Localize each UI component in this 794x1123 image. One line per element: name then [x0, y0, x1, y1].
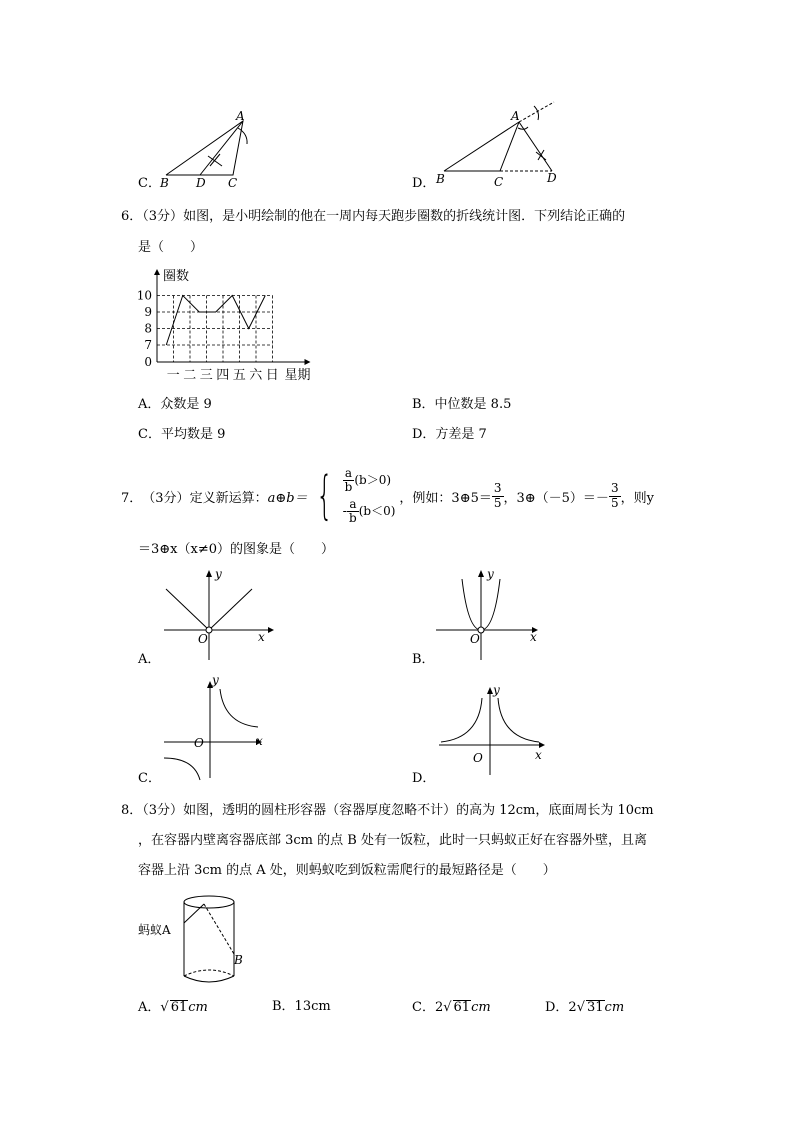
q7-stem-line2: ＝3⊕x（x≠0）的图象是（ ） [138, 542, 334, 557]
y-axis-arrow [154, 269, 160, 275]
y-tick-label: 9 [144, 305, 152, 319]
q8-option-a: A．√ 61cm [138, 1000, 208, 1015]
y-tick-label: 8 [144, 321, 152, 336]
q7c-x-label: x [256, 734, 263, 748]
q5c-point-d: D [196, 176, 206, 190]
q7b-origin: O [470, 632, 480, 646]
q7-option-b: B． [412, 652, 435, 667]
q7a-y-label: y [215, 567, 222, 581]
q7-graph-d [435, 680, 555, 780]
q7-stem: 7． （3分） 定义新运算： a⊕b＝ { $\frac{a}{b}$ (b＞0) - $\frac{a}{b}$ (b＜0) ，例如：3⊕5＝ $\frac{3}{5}$ ，3⊕（－5）＝－ $\frac{3}{5}$ ，则y [121, 465, 654, 526]
q7-option-a: A． [138, 652, 161, 667]
x-tick-label: 五 [232, 368, 246, 383]
y-tick-label: 0 [144, 355, 152, 369]
q7b-x-label: x [530, 630, 537, 644]
y-tick-label: 7 [144, 338, 152, 352]
q8-option-b: B．13cm [272, 999, 331, 1014]
y-axis-title: 圈数 [163, 269, 190, 284]
q7b-y-label: y [487, 567, 494, 581]
q8-stem-line2: ，在容器内壁离容器底部 3cm 的点 B 处有一饭粒，此时一只蚂蚁正好在容器外壁，且离 [138, 833, 647, 848]
q5-option-c-figure [150, 108, 260, 188]
x-axis-title: 星期 [284, 368, 311, 383]
q6-stem-line2: 是（ ） [138, 240, 204, 255]
q7a-origin: O [198, 632, 208, 646]
q6-option-b: B．中位数是 8.5 [412, 397, 512, 412]
q8-stem-line3: 容器上沿 3cm 的点 A 处，则蚂蚁吃到饭粒需爬行的最短路径是（ ） [138, 863, 556, 878]
y-tick-label: 10 [136, 288, 152, 303]
q5-option-d-letter: D． [412, 176, 436, 191]
series-line [166, 296, 265, 346]
q5d-point-a: A [511, 109, 520, 123]
q5d-point-d: D [547, 171, 557, 185]
q7d-origin: O [473, 751, 483, 765]
q8-ant-label: 蚂蚁A [138, 923, 171, 937]
q5c-point-b: B [160, 176, 169, 190]
x-tick-label: 二 [183, 368, 197, 383]
q5d-point-c: C [494, 175, 504, 189]
q5-option-c-letter: C． [138, 176, 161, 191]
q7a-x-label: x [258, 630, 265, 644]
q7d-x-label: x [535, 748, 542, 762]
x-tick-label: 日 [265, 368, 279, 383]
q7c-origin: O [194, 736, 204, 750]
q8-option-d: D．2√ 31cm [545, 1000, 625, 1015]
x-tick-label: 四 [216, 368, 230, 383]
q7-option-d: D． [412, 771, 436, 786]
x-tick-label: 三 [199, 368, 213, 383]
x-axis-arrow [305, 359, 311, 365]
q7d-y-label: y [493, 683, 500, 697]
x-tick-label: 一 [166, 368, 180, 383]
x-tick-label: 六 [249, 368, 263, 383]
q6-option-d: D．方差是 7 [412, 427, 487, 442]
q6-option-a: A．众数是 9 [138, 397, 212, 412]
q8-cylinder-figure [138, 890, 268, 990]
q7-option-c: C． [138, 771, 161, 786]
q6-line-chart [135, 265, 335, 385]
q5c-point-a: A [236, 109, 245, 123]
q5c-point-c: C [228, 176, 238, 190]
q6-option-c: C．平均数是 9 [138, 427, 226, 442]
q6-number: 6．（3分）如图，是小明绘制的他在一周内每天跑步圈数的折线统计图．下列结论正确的 [121, 209, 626, 224]
q5-option-d-figure [430, 100, 560, 190]
q8-stem-line1: 8．（3分）如图，透明的圆柱形容器（容器厚度忽略不计）的高为 12cm，底面周长为 10cm [121, 803, 654, 818]
q7-graph-c [160, 672, 280, 782]
q7-piecewise-brace: { [315, 466, 333, 526]
q7c-y-label: y [212, 673, 219, 687]
q8-option-c: C．2√ 61cm [412, 1000, 491, 1015]
q7-piecewise-cases: $\frac{a}{b}$ (b＞0) - $\frac{a}{b}$ (b＜0) [342, 465, 396, 526]
q8-point-b: B [234, 953, 243, 967]
q5d-point-b: B [436, 172, 445, 186]
q7-graph-a [160, 565, 280, 665]
q7-graph-b [432, 565, 552, 665]
